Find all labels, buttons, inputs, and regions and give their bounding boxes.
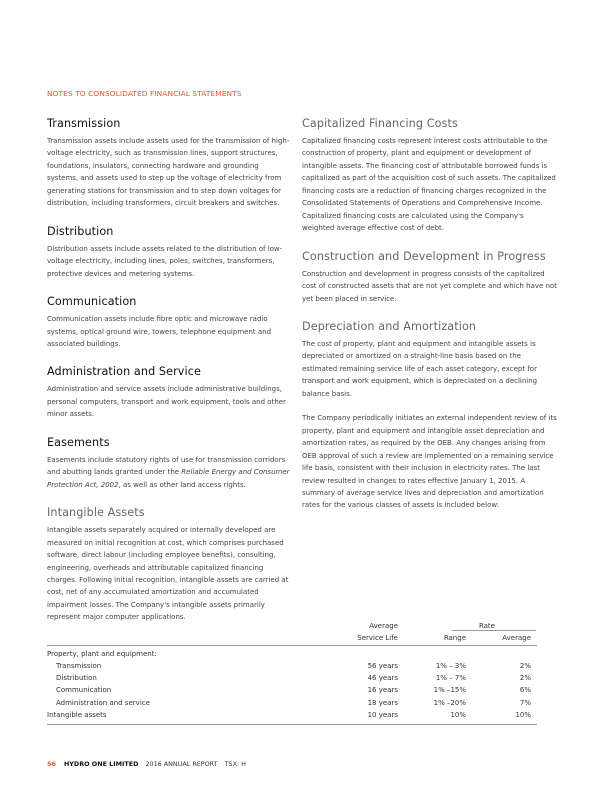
row-range: 10% [450,711,466,720]
row-range: 1% –15% [433,686,466,695]
intangible-text: Intangible assets separately acquired or internally developed are measured on initial recognition at cost, which comprises purchased software, direct labour (including employee benefits), consulting, engineering, overheads and attributable capitalized financing charges. Following initial recognition, intangible assets are carried at cost, net of any accumulated amortization and accumulated impairment losses. The Company's intangible assets primarily represent major computer applications. [47,526,289,622]
communication-heading: Communication [47,295,137,309]
intangible-section [47,506,290,624]
financing-section [302,117,558,235]
row-average: 7% [519,698,531,707]
construction-heading: Construction and Development in Progress [302,249,546,263]
row-label: Transmission [56,661,102,670]
table-row [47,684,537,696]
depreciation-text-2: The Company periodically initiates an external independent review of its property, plant and equipment and intangible asset depreciation and amortization rates, as required by the OEB. Any changes arising from OEB approval of such a review are implemented on a remaining service life basis, consistent with their inclusion in electricity rates. The last review resulted in changes to rates effective January 1, 2015. A summary of average service lives and depreciation and amortization rates for the various classes of assets is included below: [302,414,557,510]
table-bottom-rule [47,724,537,725]
service-life-table [47,620,537,721]
communication-text: Communication assets include fibre optic and microwave radio systems, optical ground wire, towers, telephone equipment and associated buildings. [47,315,272,348]
row-range: 1% –20% [433,698,466,707]
row-average: 2% [519,674,531,683]
administration-section [47,365,290,420]
left-column [47,117,290,624]
header-average-life-line1: Average [369,622,398,630]
header-rate: Rate [478,622,495,630]
row-average: 6% [519,686,531,695]
table-row [47,660,537,672]
transmission-text: Transmission assets include assets used for the transmission of high-voltage electricity, such as transmission lines, support structures, foundations, insulators, connecting hardware and grounding systems, and assets used to step up the voltage of electricity from generating stations for transmission and to step down voltages for distribution, including transformers, circuit breakers and switches. [47,137,290,208]
page-section-header: NOTES TO CONSOLIDATED FINANCIAL STATEMENTS [47,89,242,98]
row-range: 1% – 7% [435,674,466,683]
administration-text: Administration and service assets include administrative buildings, personal computers, transport and work equipment, tools and other minor assets. [47,385,286,419]
row-life: 18 years [367,698,398,707]
easements-text-start: Easements include statutory rights of use for transmission corridors and abutting lands granted under the [47,455,286,477]
table-group-row [47,648,537,660]
distribution-text: Distribution assets include assets related to the distribution of low-voltage electricity, including lines, poles, switches, transformers, protective devices and metering systems. [47,244,283,278]
row-range: 1% – 3% [435,661,466,670]
row-label: Intangible assets [47,711,107,720]
depreciation-section [302,320,558,512]
page-number: 56 [47,760,56,768]
row-life: 16 years [367,686,398,695]
row-label: Distribution [56,674,97,683]
transmission-heading: Transmission [47,117,121,130]
table-row [47,672,537,684]
rate-header-rule [452,630,536,631]
intangible-heading: Intangible Assets [47,506,145,520]
header-average: Average [502,634,531,643]
table-row [47,709,537,721]
table-header-rule [47,645,537,646]
construction-text: Construction and development in progress consists of the capitalized cost of constructed assets that are not yet complete and which have not yet been placed in service. [302,269,557,303]
row-life: 10 years [367,711,398,720]
row-average: 10% [515,711,531,720]
group-label: Property, plant and equipment: [47,649,157,658]
construction-section [302,250,558,305]
page-footer [47,760,246,768]
right-column [302,117,558,512]
distribution-heading: Distribution [47,224,114,238]
transmission-section [47,117,290,210]
administration-heading: Administration and Service [47,365,201,379]
easements-text [47,454,290,491]
depreciation-heading: Depreciation and Amortization [302,319,477,333]
financing-text: Capitalized financing costs represent interest costs attributable to the construction of property, plant and equipment or development of intangible assets. The financing cost of attributable borrowed funds is capitalized as part of the acquisition cost of such assets. The capitalized financing costs are a reduction of financing charges recognized in the Consolidated Statements of Operations and Comprehensive Income. Capitalized financing costs are calculated using the Company's weighted average effective cost of debt. [302,137,556,233]
easements-heading: Easements [47,435,110,449]
act-name: Reliable Energy and Consumer Protection Act, 2002 [47,468,290,489]
financing-heading: Capitalized Financing Costs [302,117,458,130]
easements-section [47,436,290,491]
communication-section [47,295,290,350]
header-average-life-line2: Service Life [357,634,398,643]
table-row [47,697,537,709]
distribution-section [47,225,290,280]
row-life: 56 years [367,661,398,670]
row-label: Administration and service [56,698,150,707]
depreciation-text-1: The cost of property, plant and equipment and intangible assets is depreciated or amortized on a straight-line basis based on the estimated remaining service life of each asset category, except for transport and work equipment, which is depreciated on a declining balance basis. [302,339,538,398]
easements-text-end: , as well as other land access rights. [118,480,246,489]
row-life: 46 years [367,674,398,683]
table-header-row-2 [47,632,537,644]
row-label: Communication [56,686,112,695]
company-name: HYDRO ONE LIMITED [63,760,139,768]
report-title: 2016 ANNUAL REPORT [145,760,218,768]
ticker-symbol: TSX: H [224,760,246,768]
header-range: Range [443,634,466,643]
row-average: 2% [519,661,531,670]
